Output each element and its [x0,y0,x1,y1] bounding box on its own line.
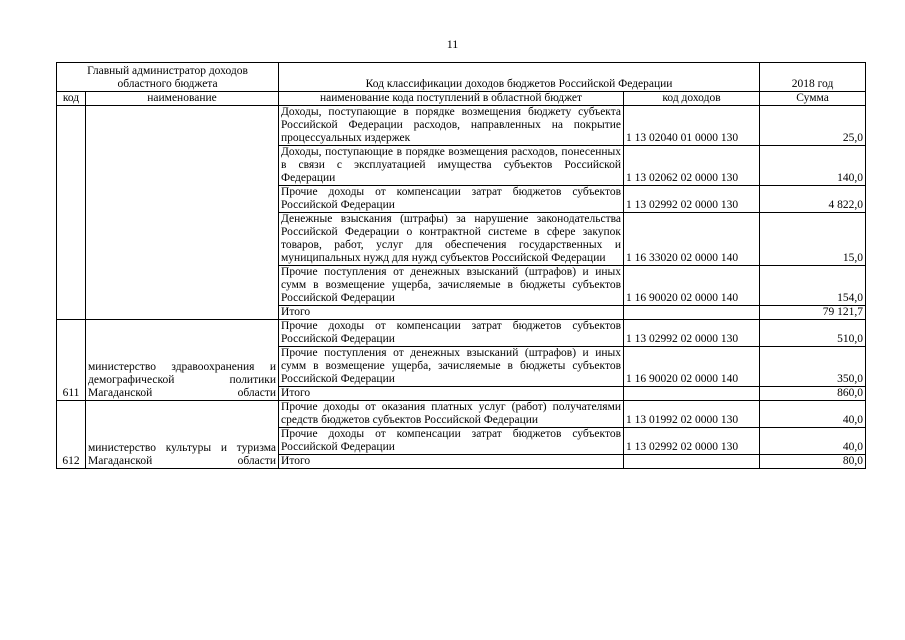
table-row [57,106,866,146]
revenue-amount: 40,0 [760,428,866,455]
revenue-amount: 40,0 [760,401,866,428]
admin-name-cell [86,106,279,320]
header-revenue-name: наименование кода поступлений в областной бюджет [279,92,624,106]
revenue-code: 1 16 33020 02 0000 140 [624,213,760,266]
revenue-amount: 140,0 [760,146,866,186]
admin-name: министерство здравоохранения и демографической политики Магаданской области [86,320,279,401]
header-amount: Сумма [760,92,866,106]
revenue-code: 1 13 02062 02 0000 130 [624,146,760,186]
revenue-amount: 25,0 [760,106,866,146]
revenue-code: 1 13 01992 02 0000 130 [624,401,760,428]
header-revenue-code: код доходов [624,92,760,106]
admin-code: 612 [57,401,86,469]
table-row [57,320,866,347]
total-empty-cell [624,306,760,320]
total-empty-cell [624,387,760,401]
revenue-name: Прочие поступления от денежных взысканий (штрафов) и иных сумм в возмещение ущерба, зачисляемые в бюджеты субъектов Российской Федерации [279,347,624,387]
admin-name: министерство культуры и туризма Магаданской области [86,401,279,469]
page-number: 11 [446,37,459,51]
revenue-code: 1 13 02992 02 0000 130 [624,186,760,213]
admin-code-cell [57,106,86,320]
total-empty-cell [624,455,760,469]
total-label: Итого [279,455,624,469]
total-label: Итого [279,306,624,320]
revenue-table [56,62,866,469]
revenue-code: 1 16 90020 02 0000 140 [624,266,760,306]
revenue-name: Доходы, поступающие в порядке возмещения расходов, понесенных в связи с эксплуатацией имущества субъектов Российской Федерации [279,146,624,186]
revenue-code: 1 16 90020 02 0000 140 [624,347,760,387]
header-classification-group: Код классификации доходов бюджетов Российской Федерации [279,63,760,92]
revenue-name: Доходы, поступающие в порядке возмещения бюджету субъекта Российской Федерации расходов, направленных на покрытие процессуальных издержек [279,106,624,146]
revenue-name: Прочие поступления от денежных взысканий (штрафов) и иных сумм в возмещение ущерба, зачисляемые в бюджеты субъектов Российской Федерации [279,266,624,306]
revenue-name: Прочие доходы от компенсации затрат бюджетов субъектов Российской Федерации [279,428,624,455]
revenue-code: 1 13 02992 02 0000 130 [624,428,760,455]
total-amount: 860,0 [760,387,866,401]
revenue-amount: 154,0 [760,266,866,306]
admin-code: 611 [57,320,86,401]
header-admin-group: Главный администратор доходов областного бюджета [57,63,279,92]
total-amount: 79 121,7 [760,306,866,320]
table-row [57,401,866,428]
revenue-amount: 510,0 [760,320,866,347]
revenue-amount: 350,0 [760,347,866,387]
revenue-name: Прочие доходы от компенсации затрат бюджетов субъектов Российской Федерации [279,320,624,347]
total-amount: 80,0 [760,455,866,469]
header-code: код [57,92,86,106]
revenue-code: 1 13 02040 01 0000 130 [624,106,760,146]
revenue-name: Денежные взыскания (штрафы) за нарушение законодательства Российской Федерации о контрактной системе в сфере закупок товаров, работ, услуг для обеспечения государственных и муниципальных нужд для нужд субъектов Российской Федерации [279,213,624,266]
revenue-name: Прочие доходы от компенсации затрат бюджетов субъектов Российской Федерации [279,186,624,213]
revenue-code: 1 13 02992 02 0000 130 [624,320,760,347]
revenue-amount: 15,0 [760,213,866,266]
revenue-name: Прочие доходы от оказания платных услуг (работ) получателями средств бюджетов субъектов Российской Федерации [279,401,624,428]
revenue-amount: 4 822,0 [760,186,866,213]
header-name: наименование [86,92,279,106]
total-label: Итого [279,387,624,401]
header-year: 2018 год [760,63,866,92]
